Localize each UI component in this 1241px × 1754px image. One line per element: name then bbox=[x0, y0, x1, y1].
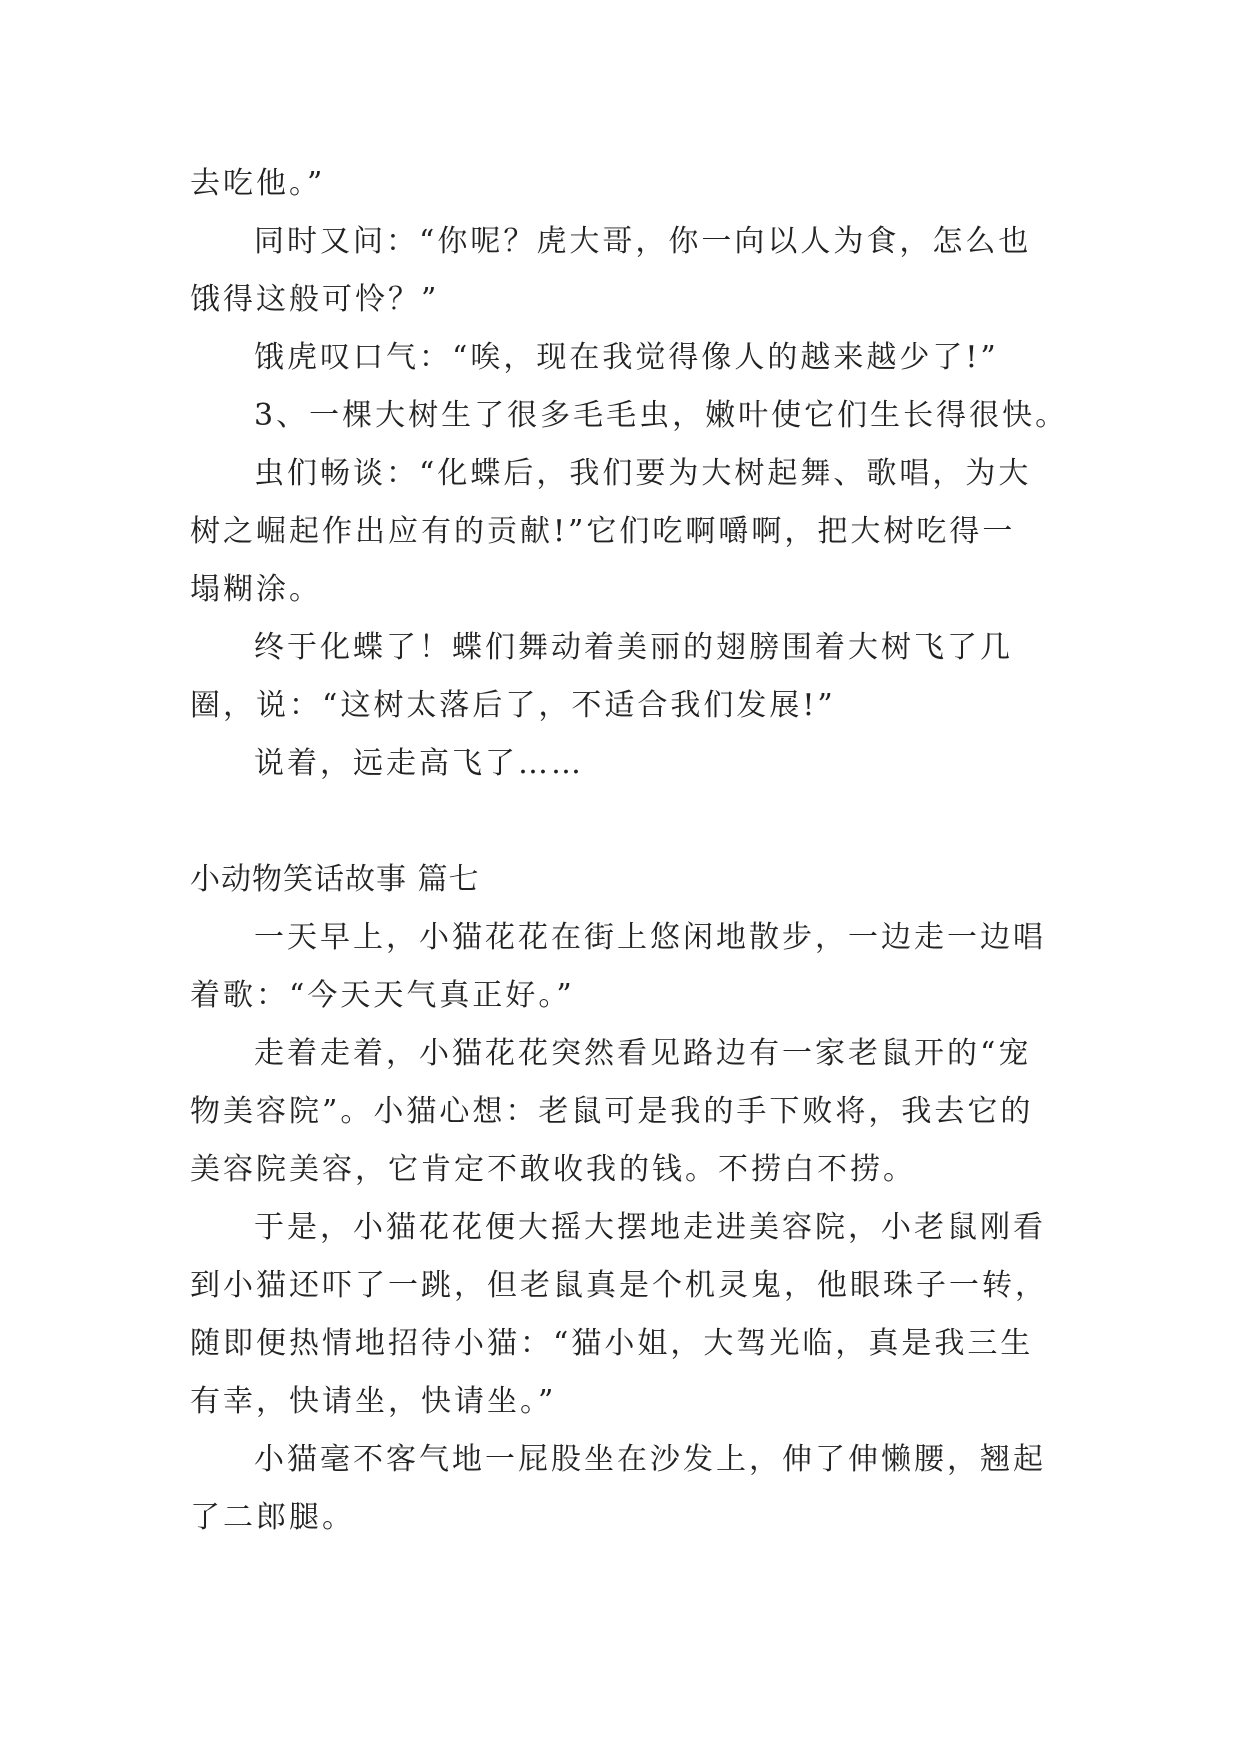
text-line: 塌糊涂。 bbox=[190, 572, 322, 607]
section-heading: 小动物笑话故事 篇七 bbox=[190, 862, 480, 897]
text-line: 终于化蝶了！蝶们舞动着美丽的翅膀围着大树飞了几 bbox=[254, 630, 1013, 665]
text-line: 一天早上，小猫花花在街上悠闲地散步，一边走一边唱 bbox=[254, 920, 1046, 955]
text-line: 圈，说：“这树太落后了，不适合我们发展!” bbox=[190, 688, 836, 723]
text-line: 饿得这般可怜？” bbox=[190, 282, 440, 317]
text-line: 饿虎叹口气：“唉，现在我觉得像人的越来越少了!” bbox=[254, 340, 999, 375]
text-line: 美容院美容，它肯定不敢收我的钱。不捞白不捞。 bbox=[190, 1152, 916, 1187]
text-line: 3、一棵大树生了很多毛毛虫，嫩叶使它们生长得很快。 bbox=[254, 398, 1069, 433]
text-line: 虫们畅谈：“化蝶后，我们要为大树起舞、歌唱，为大 bbox=[254, 456, 1032, 491]
text-line: 同时又问：“你呢？虎大哥，你一向以人为食，怎么也 bbox=[254, 224, 1032, 259]
text-line: 去吃他。” bbox=[190, 166, 326, 201]
text-line: 着歌：“今天天气真正好。” bbox=[190, 978, 575, 1013]
text-line: 于是，小猫花花便大摇大摆地走进美容院，小老鼠刚看 bbox=[254, 1210, 1046, 1245]
text-line: 小猫毫不客气地一屁股坐在沙发上，伸了伸懒腰，翘起 bbox=[254, 1442, 1046, 1477]
paragraph-gap bbox=[190, 793, 1060, 851]
document-page bbox=[190, 155, 1069, 1547]
text-line: 物美容院”。小猫心想：老鼠可是我的手下败将，我去它的 bbox=[190, 1094, 1034, 1129]
text-line: 走着走着，小猫花花突然看见路边有一家老鼠开的“宠 bbox=[254, 1036, 1032, 1071]
text-line: 了二郎腿。 bbox=[190, 1500, 355, 1535]
text-line: 随即便热情地招待小猫：“猫小姐，大驾光临，真是我三生 bbox=[190, 1326, 1034, 1361]
text-line: 说着，远走高飞了…… bbox=[254, 746, 584, 781]
text-line: 到小猫还吓了一跳，但老鼠真是个机灵鬼，他眼珠子一转， bbox=[190, 1268, 1048, 1303]
text-line: 树之崛起作出应有的贡献!”它们吃啊嚼啊，把大树吃得一 bbox=[190, 514, 1016, 549]
text-line: 有幸，快请坐，快请坐。” bbox=[190, 1384, 557, 1419]
